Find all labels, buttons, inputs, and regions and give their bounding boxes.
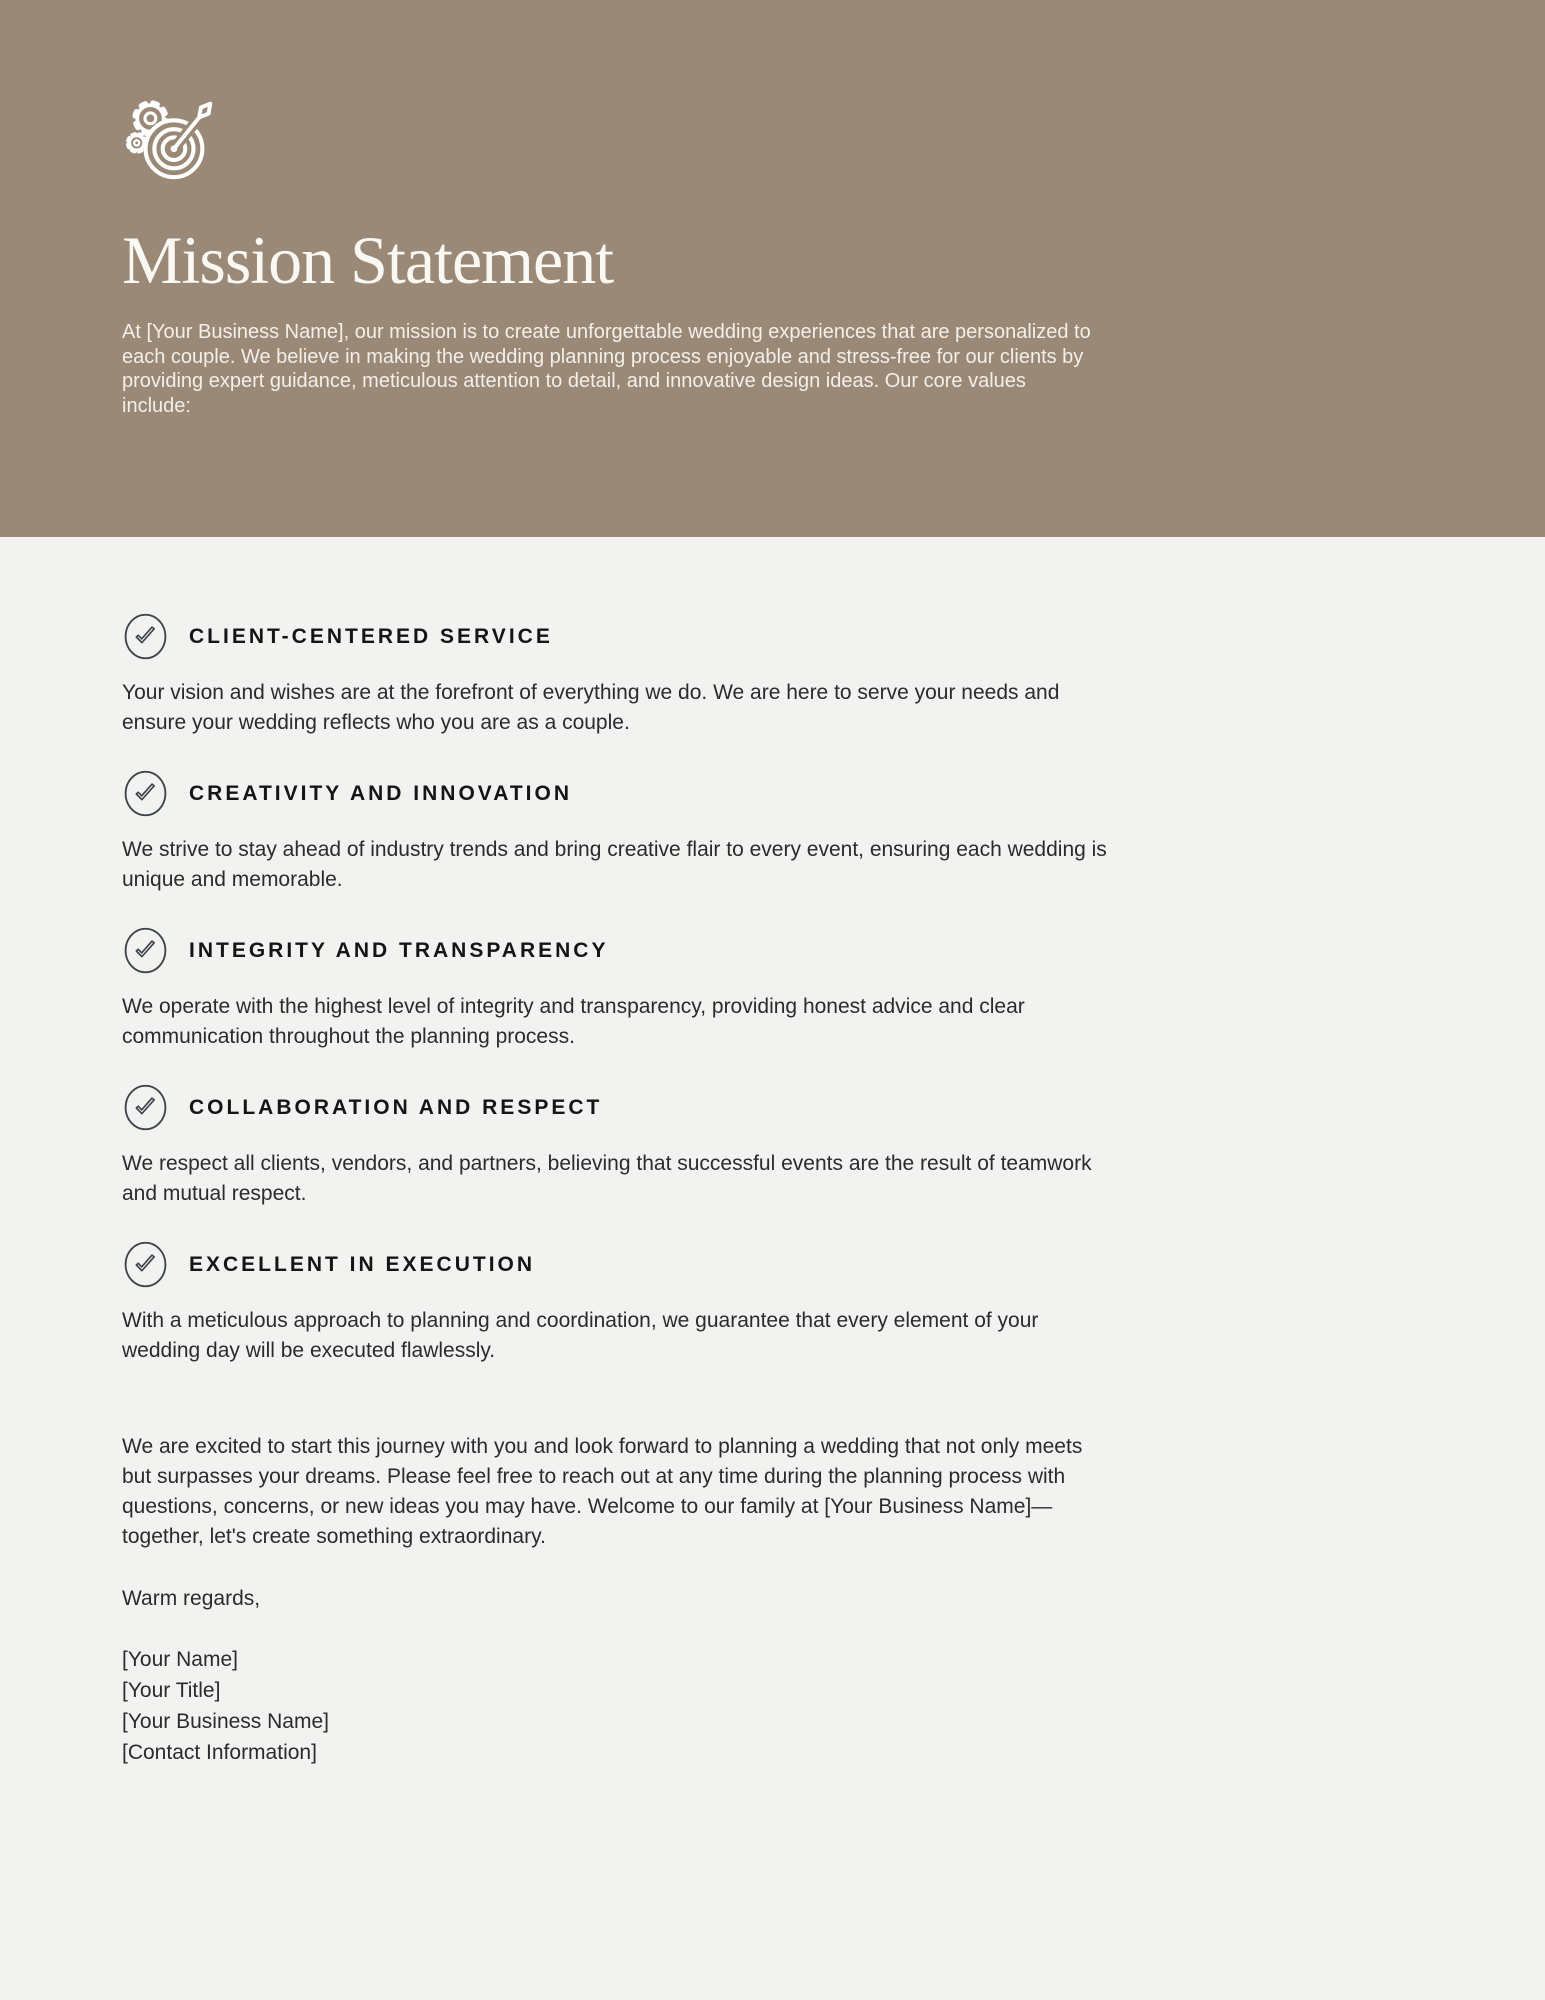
- value-header: [122, 1084, 1545, 1131]
- value-body: Your vision and wishes are at the forefront of everything we do. We are here to serve your needs and ensure your wedding reflects who you are as a couple.: [122, 681, 1060, 734]
- value-body: We respect all clients, vendors, and partners, believing that successful events are the result of teamwork and mutual respect.: [122, 1152, 1092, 1205]
- check-circle-icon: [122, 613, 169, 660]
- value-body: We operate with the highest level of integrity and transparency, providing honest advice and clear communication throughout the planning process.: [122, 995, 1025, 1048]
- signoff-text: Warm regards,: [122, 1587, 261, 1610]
- value-item-creativity-and-innovation: [122, 770, 1545, 895]
- signature-name: [Your Name]: [122, 1648, 238, 1671]
- value-header: [122, 1241, 1545, 1288]
- signature-business-name: [Your Business Name]: [122, 1710, 329, 1733]
- value-body: We strive to stay ahead of industry trends and bring creative flair to every event, ensuring each wedding is unique and memorable.: [122, 838, 1107, 891]
- value-item-excellent-in-execution: [122, 1241, 1545, 1366]
- values-list: [0, 537, 1545, 1768]
- value-header: [122, 770, 1545, 817]
- target-arrow-icon: [122, 88, 220, 186]
- check-circle-icon: [122, 770, 169, 817]
- value-heading: EXCELLENT IN EXECUTION: [189, 1252, 536, 1276]
- value-header: [122, 613, 1545, 660]
- value-header: [122, 927, 1545, 974]
- value-heading: CLIENT-CENTERED SERVICE: [189, 624, 553, 648]
- check-circle-icon: [122, 927, 169, 974]
- intro-paragraph: At [Your Business Name], our mission is to create unforgettable wedding experiences that are personalized to each couple. We believe in making the wedding planning process enjoyable and stress-free for our clients by providing expert guidance, meticulous attention to detail, and innovative design ideas. Our core values include:: [122, 321, 1091, 417]
- signature-contact-info: [Contact Information]: [122, 1741, 317, 1764]
- value-heading: INTEGRITY AND TRANSPARENCY: [189, 938, 609, 962]
- value-heading: COLLABORATION AND RESPECT: [189, 1095, 603, 1119]
- closing-paragraph: We are excited to start this journey with you and look forward to planning a wedding that not only meets but surpasses your dreams. Please feel free to reach out at any time during the planning process with questions, concerns, or new ideas you may have. Welcome to our family at [Your Business Name]—together, let's create something extraordinary.: [122, 1435, 1083, 1548]
- value-body: With a meticulous approach to planning and coordination, we guarantee that every element of your wedding day will be executed flawlessly.: [122, 1309, 1039, 1362]
- value-item-client-centered-service: [122, 613, 1545, 738]
- value-item-integrity-and-transparency: [122, 927, 1545, 1052]
- header-banner: [0, 0, 1545, 537]
- page-title: Mission Statement: [122, 222, 614, 298]
- signature-title: [Your Title]: [122, 1679, 221, 1702]
- check-circle-icon: [122, 1241, 169, 1288]
- value-heading: CREATIVITY AND INNOVATION: [189, 781, 573, 805]
- signature-block: [122, 1644, 1545, 1768]
- value-item-collaboration-and-respect: [122, 1084, 1545, 1209]
- check-circle-icon: [122, 1084, 169, 1131]
